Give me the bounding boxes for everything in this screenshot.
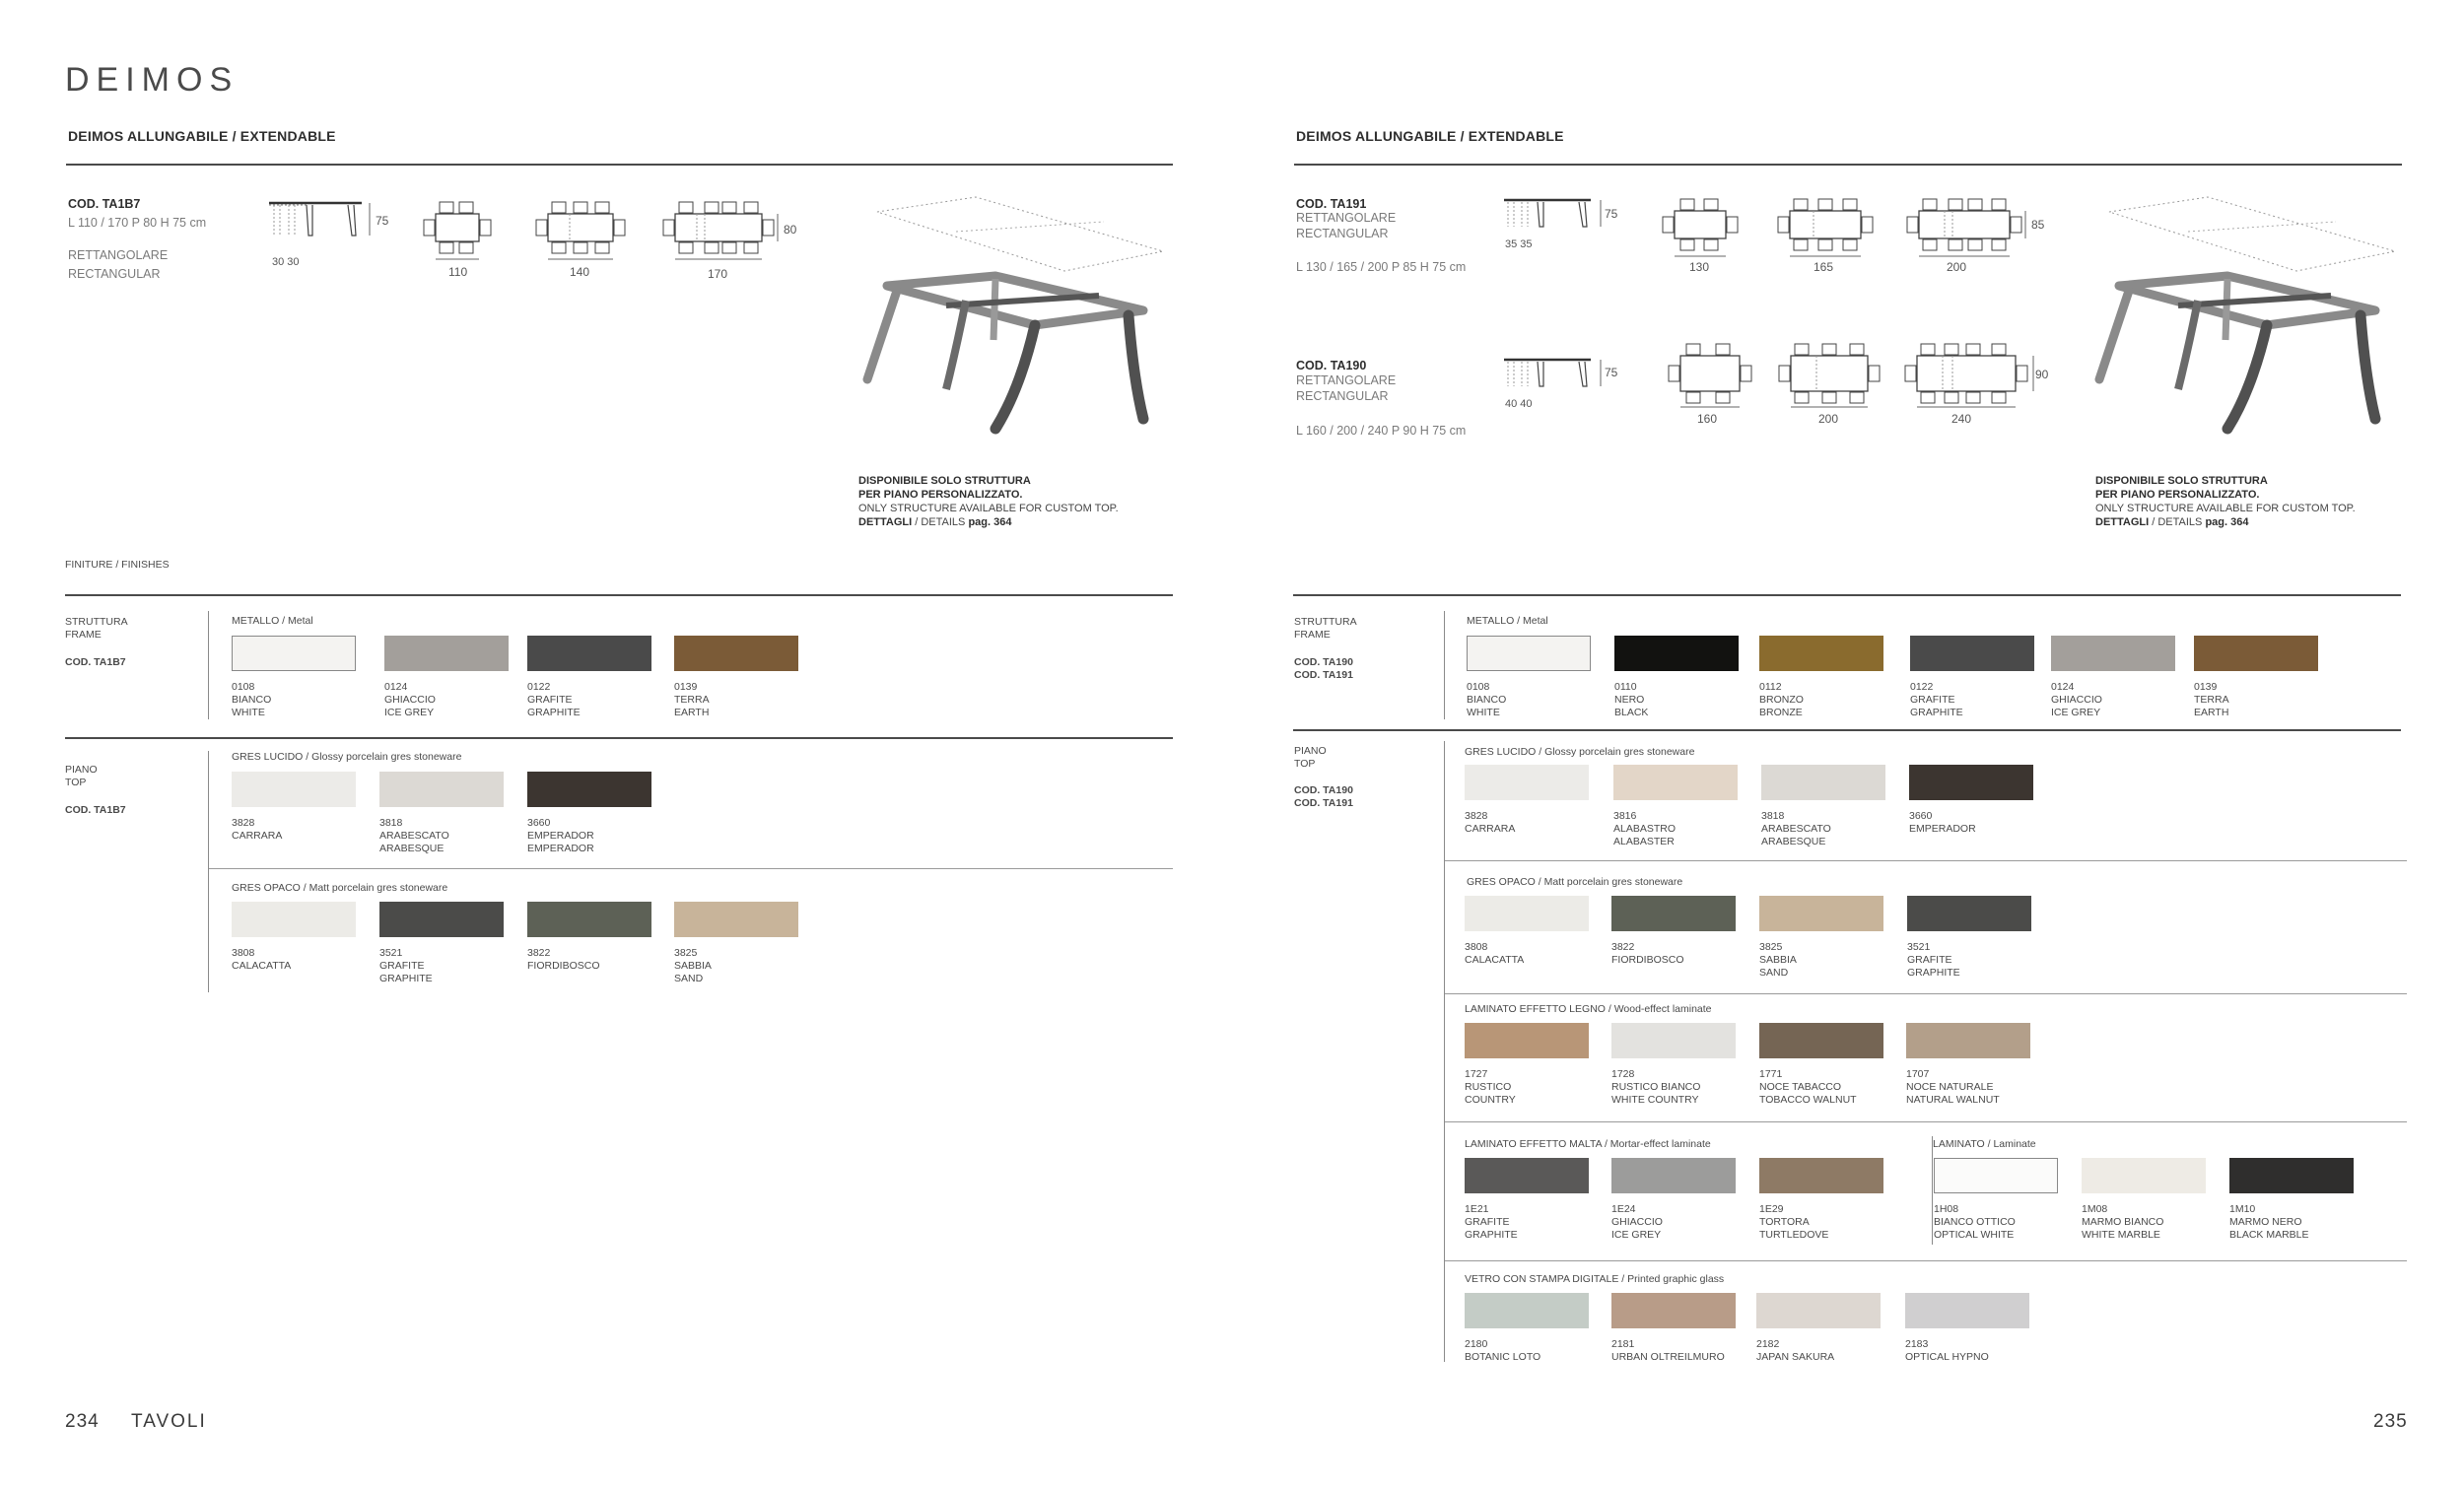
right-note-line1: DISPONIBILE SOLO STRUTTURA [2095,475,2268,487]
right-rule-3 [1445,1121,2407,1122]
finish-swatch[interactable] [1465,1158,1589,1193]
right-note-page-ref[interactable]: pag. 364 [2205,516,2249,528]
finishes-label: FINITURE / FINISHES [65,559,170,571]
finish-name-it: GRAFITE [527,694,573,706]
finish-code: 2182 [1756,1338,1780,1350]
finish-caption [1465,1068,1612,1107]
finish-swatch[interactable] [1906,1023,2030,1058]
finish-name-it: GRAFITE [1907,954,1952,966]
finish-swatch[interactable] [379,772,504,807]
finish-swatch[interactable] [2229,1158,2354,1193]
finish-swatch[interactable] [232,772,356,807]
finish-caption [674,947,822,985]
finish-name-it: SABBIA [674,960,712,972]
finish-caption [1465,941,1612,967]
finish-code: 3660 [1909,810,1933,822]
finish-swatch[interactable] [2051,636,2175,671]
footer-section: TAVOLI [131,1411,207,1432]
finish-name-en: COUNTRY [1465,1094,1516,1106]
finish-swatch[interactable] [1759,896,1883,931]
left-top-rule [65,737,1173,739]
left-leg-dims: 30 30 [272,256,300,268]
finish-name-en: EARTH [674,707,710,718]
right-product2-height-dim: 75 [1605,366,1618,379]
finish-name-en: OPTICAL WHITE [1934,1229,2015,1241]
finish-name-en: GRAPHITE [1465,1229,1518,1241]
finish-caption [1934,1203,2082,1242]
finish-swatch[interactable] [1759,636,1883,671]
finish-swatch[interactable] [232,902,356,937]
finish-caption [1611,941,1759,967]
finish-name-it: GHIACCIO [1611,1216,1663,1228]
finish-name-it: CARRARA [1465,823,1516,835]
finish-code: 0139 [2194,681,2218,693]
brand-title: DEIMOS [65,61,240,99]
finish-swatch[interactable] [1934,1158,2058,1193]
page-number-left: 234 [65,1411,100,1432]
finish-swatch[interactable] [1611,1158,1736,1193]
finish-name-en: GRAPHITE [1910,707,1963,718]
right-product2-depth-dim: 90 [2035,368,2049,381]
finish-name-en: WHITE [1467,707,1500,718]
finish-caption [1467,681,1614,719]
right-product1-height-dim: 75 [1605,207,1618,221]
finish-swatch[interactable] [232,636,356,671]
finish-name-it: MARMO BIANCO [2082,1216,2164,1228]
finish-name-it: TERRA [674,694,710,706]
right-plan-200-drawing [1905,197,2023,252]
finish-caption [1906,1068,2054,1107]
left-frame-code: COD. TA1B7 [65,656,126,668]
left-plan-170-drawing [661,200,776,255]
finish-caption [379,947,527,985]
finish-name-it: ARABESCATO [1761,823,1831,835]
finish-swatch[interactable] [1611,1023,1736,1058]
finish-code: 3818 [1761,810,1785,822]
finish-name-it: BOTANIC LOTO [1465,1351,1541,1363]
finish-code: 3825 [1759,941,1783,953]
finish-name-en: WHITE COUNTRY [1611,1094,1699,1106]
left-product-size: L 110 / 170 P 80 H 75 cm [68,216,207,230]
finish-name-it: GRAFITE [379,960,425,972]
finish-caption [1761,810,1909,848]
finish-name-it: CALACATTA [232,960,292,972]
right-rule-2 [1445,993,2407,994]
finish-name-it: MARMO NERO [2229,1216,2302,1228]
left-title-rule [66,164,1173,166]
right-top-code-1: COD. TA190 [1294,784,1353,796]
right-product2-leg-dims: 40 40 [1505,398,1533,410]
finish-name-it: RUSTICO BIANCO [1611,1081,1701,1093]
right-frame-divider [1444,611,1445,719]
right-product1-shape-it: RETTANGOLARE [1296,211,1397,225]
right-plan-165-drawing [1776,197,1875,252]
finish-swatch[interactable] [1465,765,1589,800]
right-product1-leg-dims: 35 35 [1505,238,1533,250]
right-rule-4 [1445,1260,2407,1261]
right-frame-group: METALLO / Metal [1467,615,1548,627]
finish-caption [2082,1203,2229,1242]
finish-caption [1613,810,1761,848]
left-finishes-rule [65,594,1173,596]
finish-swatch[interactable] [1910,636,2034,671]
right-note-details: DETTAGLI [2095,516,2150,528]
finish-code: 0124 [2051,681,2075,693]
right-length-240: 240 [1951,412,1972,426]
finish-name-it: BIANCO [232,694,272,706]
left-shape-it: RETTANGOLARE [68,248,169,262]
finish-caption [232,817,379,843]
finish-caption [1905,1338,2053,1364]
left-note-line1: DISPONIBILE SOLO STRUTTURA [858,475,1031,487]
finish-name-en: SAND [674,973,704,984]
left-note-details: DETTAGLI [858,516,913,528]
finish-code: 3825 [674,947,698,959]
left-note-page-ref[interactable]: pag. 364 [968,516,1012,528]
left-frame-divider [208,611,209,719]
right-length-165: 165 [1814,260,1834,274]
finish-swatch[interactable] [1613,765,1738,800]
finish-caption [1465,1203,1612,1242]
right-length-200b: 200 [1818,412,1839,426]
left-top-label-it: PIANO [65,764,98,776]
right-title-rule [1294,164,2402,166]
finish-swatch[interactable] [379,902,504,937]
finish-name-it: TERRA [2194,694,2229,706]
finish-swatch[interactable] [527,772,651,807]
right-top-label-it: PIANO [1294,745,1327,757]
right-rule-1 [1445,860,2407,861]
finish-caption [232,681,379,719]
right-top-divider [1444,741,1445,1362]
right-product2-code: COD. TA190 [1296,359,1367,372]
left-product-code: COD. TA1B7 [68,197,141,211]
finish-name-it: GRAFITE [1465,1216,1510,1228]
finish-code: 1707 [1906,1068,1930,1080]
finish-code: 3660 [527,817,551,829]
finish-name-en: WHITE MARBLE [2082,1229,2160,1241]
right-finishes-rule [1293,594,2401,596]
finish-name-it: ARABESCATO [379,830,449,842]
finish-name-it: GRAFITE [1910,694,1955,706]
right-note-details-en: / DETAILS [2149,516,2206,528]
finish-name-en: WHITE [232,707,265,718]
finish-swatch[interactable] [1909,765,2033,800]
finish-swatch[interactable] [674,902,798,937]
right-structure-note [2095,474,2391,529]
finish-code: 1E21 [1465,1203,1489,1215]
left-plan-110-drawing [422,200,493,255]
left-note-line2: PER PIANO PERSONALIZZATO. [858,489,1023,501]
right-plan-240-drawing [1903,342,2029,407]
finish-code: 1E29 [1759,1203,1784,1215]
right-frame-code-1: COD. TA190 [1294,656,1353,668]
finish-code: 3818 [379,817,403,829]
right-product2-size: L 160 / 200 / 240 P 90 H 75 cm [1296,424,1467,438]
finish-swatch[interactable] [1761,765,1885,800]
finish-code: 0139 [674,681,698,693]
finish-caption [1611,1338,1759,1364]
right-frame-label-it: STRUTTURA [1294,616,1357,628]
finish-name-en: BRONZE [1759,707,1803,718]
finish-name-it: NERO [1614,694,1645,706]
right-top-code-2: COD. TA191 [1294,797,1353,809]
right-product1-depth-dim: 85 [2031,218,2045,232]
finish-name-it: CARRARA [232,830,283,842]
finish-code: 3822 [1611,941,1635,953]
finish-swatch[interactable] [2082,1158,2206,1193]
finish-code: 1M10 [2229,1203,2256,1215]
right-product1-code: COD. TA191 [1296,197,1367,211]
finish-name-it: BRONZO [1759,694,1804,706]
finish-code: 0108 [1467,681,1490,693]
finish-swatch[interactable] [1611,1293,1736,1328]
finish-caption [379,817,527,855]
finish-name-it: CALACATTA [1465,954,1525,966]
finish-name-en: EARTH [2194,707,2229,718]
finish-code: 3521 [1907,941,1931,953]
finish-name-it: JAPAN SAKURA [1756,1351,1835,1363]
finish-caption [1756,1338,1904,1364]
right-section-title: DEIMOS ALLUNGABILE / EXTENDABLE [1296,128,1564,144]
finish-code: 1728 [1611,1068,1635,1080]
left-top-label-en: TOP [65,777,87,788]
finish-caption [1465,1338,1612,1364]
right-top-label-en: TOP [1294,758,1316,770]
right-top-rule [1293,729,2401,731]
left-length-140: 140 [570,265,590,279]
left-structure-note [858,474,1184,529]
finish-name-it: OPTICAL HYPNO [1905,1351,1989,1363]
finish-swatch[interactable] [1465,896,1589,931]
right-frame-code-2: COD. TA191 [1294,669,1353,681]
finish-swatch[interactable] [1465,1023,1589,1058]
finish-code: 1M08 [2082,1203,2108,1215]
finish-caption [2194,681,2342,719]
finish-name-it: BIANCO OTTICO [1934,1216,2016,1228]
left-length-170: 170 [708,267,728,281]
right-matt-group: GRES OPACO / Matt porcelain gres stoneware [1467,876,1683,888]
finish-name-it: NOCE TABACCO [1759,1081,1842,1093]
finish-caption [1910,681,2058,719]
left-frame-label-en: FRAME [65,629,102,641]
finish-name-en: GRAPHITE [527,707,581,718]
right-length-160: 160 [1697,412,1718,426]
left-section-title: DEIMOS ALLUNGABILE / EXTENDABLE [68,128,336,144]
finish-name-en: BLACK MARBLE [2229,1229,2309,1241]
finish-caption [1611,1068,1759,1107]
finish-swatch[interactable] [1905,1293,2029,1328]
left-plan-140-drawing [534,200,627,255]
right-product1-shape-en: RECTANGULAR [1296,227,1389,240]
finish-caption [232,947,379,973]
right-glossy-group: GRES LUCIDO / Glossy porcelain gres stoneware [1465,746,1695,758]
right-plan-130-drawing [1661,197,1740,252]
finish-caption [1611,1203,1759,1242]
finish-caption [1907,941,2055,980]
finish-caption [527,817,675,855]
finish-name-it: GHIACCIO [2051,694,2102,706]
finish-caption [1759,1203,1907,1242]
right-product2-shape-en: RECTANGULAR [1296,389,1389,403]
left-note-details-en: / DETAILS [912,516,969,528]
left-glossy-matt-rule [209,868,1173,869]
finish-code: 0108 [232,681,255,693]
finish-caption [1909,810,2057,836]
finish-swatch[interactable] [1467,636,1591,671]
finish-name-en: GRAPHITE [379,973,433,984]
finish-name-en: TURTLEDOVE [1759,1229,1829,1241]
right-table-structure-illustration [2080,192,2405,468]
finish-swatch[interactable] [2194,636,2318,671]
page-number-right: 235 [2373,1411,2408,1432]
finish-name-en: ICE GREY [1611,1229,1662,1241]
finish-swatch[interactable] [1759,1158,1883,1193]
left-matt-group: GRES OPACO / Matt porcelain gres stoneware [232,882,448,894]
right-note-line3: ONLY STRUCTURE AVAILABLE FOR CUSTOM TOP. [2095,503,2356,514]
finish-name-it: ALABASTRO [1613,823,1677,835]
finish-caption [1759,681,1907,719]
finish-caption [674,681,822,719]
left-note-line3: ONLY STRUCTURE AVAILABLE FOR CUSTOM TOP. [858,503,1119,514]
finish-caption [2051,681,2199,719]
finish-name-it: SABBIA [1759,954,1797,966]
right-length-130: 130 [1689,260,1710,274]
finish-name-en: ICE GREY [2051,707,2101,718]
left-table-structure-illustration [848,192,1173,468]
finish-caption [384,681,532,719]
right-mortar-group: LAMINATO EFFETTO MALTA / Mortar-effect laminate [1465,1138,1711,1150]
left-frame-group: METALLO / Metal [232,615,313,627]
finish-name-en: SAND [1759,967,1789,979]
right-plan-200b-drawing [1777,342,1882,407]
finish-name-it: EMPERADOR [527,830,594,842]
finish-swatch[interactable] [1614,636,1739,671]
finish-code: 3521 [379,947,403,959]
finish-swatch[interactable] [674,636,798,671]
finish-swatch[interactable] [384,636,509,671]
left-top-divider [208,751,209,992]
right-product2-shape-it: RETTANGOLARE [1296,373,1397,387]
finish-name-en: BLACK [1614,707,1649,718]
finish-caption [1759,941,1907,980]
finish-caption [527,947,675,973]
finish-code: 3828 [232,817,255,829]
finish-code: 0112 [1759,681,1782,693]
finish-name-en: ALABASTER [1613,836,1675,847]
finish-code: 1771 [1759,1068,1783,1080]
finish-code: 3822 [527,947,551,959]
finish-caption [527,681,675,719]
finish-name-en: ARABESQUE [1761,836,1826,847]
right-laminate-divider [1932,1136,1933,1245]
finish-code: 0122 [1910,681,1934,693]
finish-swatch[interactable] [1756,1293,1881,1328]
finish-code: 1E24 [1611,1203,1636,1215]
right-note-line2: PER PIANO PERSONALIZZATO. [2095,489,2260,501]
finish-swatch[interactable] [1465,1293,1589,1328]
finish-name-en: ICE GREY [384,707,435,718]
left-depth-dim: 80 [784,223,797,237]
finish-caption [1465,810,1612,836]
right-plan-160-drawing [1667,342,1753,407]
finish-name-it: NOCE NATURALE [1906,1081,1994,1093]
finish-name-en: NATURAL WALNUT [1906,1094,2000,1106]
finish-code: 2183 [1905,1338,1929,1350]
right-product1-side-elevation [1504,197,1612,240]
finish-name-it: FIORDIBOSCO [527,960,600,972]
finish-caption [1759,1068,1907,1107]
right-glass-group: VETRO CON STAMPA DIGITALE / Printed graphic glass [1465,1273,1725,1285]
finish-name-it: RUSTICO [1465,1081,1512,1093]
finish-name-it: URBAN OLTREILMURO [1611,1351,1725,1363]
finish-code: 3828 [1465,810,1488,822]
finish-name-en: ARABESQUE [379,843,445,854]
finish-name-it: TORTORA [1759,1216,1810,1228]
finish-code: 3808 [1465,941,1488,953]
finish-code: 3808 [232,947,255,959]
left-shape-en: RECTANGULAR [68,267,161,281]
right-laminate-group: LAMINATO / Laminate [1933,1138,2036,1150]
finish-name-en: EMPERADOR [527,843,594,854]
finish-swatch[interactable] [1907,896,2031,931]
finish-swatch[interactable] [527,902,651,937]
right-length-200: 200 [1947,260,1967,274]
left-glossy-group: GRES LUCIDO / Glossy porcelain gres stoneware [232,751,462,763]
right-frame-label-en: FRAME [1294,629,1331,641]
finish-code: 3816 [1613,810,1637,822]
finish-name-en: GRAPHITE [1907,967,1960,979]
finish-name-it: BIANCO [1467,694,1507,706]
finish-name-it: FIORDIBOSCO [1611,954,1684,966]
finish-name-en: TOBACCO WALNUT [1759,1094,1857,1106]
finish-code: 0124 [384,681,408,693]
left-top-code: COD. TA1B7 [65,804,126,816]
left-height-dim: 75 [376,214,389,228]
finish-caption [2229,1203,2377,1242]
finish-code: 0110 [1614,681,1637,693]
right-product1-size: L 130 / 165 / 200 P 85 H 75 cm [1296,260,1467,274]
finish-swatch[interactable] [1611,896,1736,931]
finish-code: 1H08 [1934,1203,1959,1215]
finish-swatch[interactable] [1759,1023,1883,1058]
left-length-110: 110 [448,265,468,279]
finish-swatch[interactable] [527,636,651,671]
finish-code: 1727 [1465,1068,1488,1080]
right-wood-group: LAMINATO EFFETTO LEGNO / Wood-effect laminate [1465,1003,1712,1015]
finish-name-it: GHIACCIO [384,694,436,706]
finish-code: 0122 [527,681,551,693]
finish-code: 2181 [1611,1338,1635,1350]
left-frame-label-it: STRUTTURA [65,616,128,628]
finish-caption [1614,681,1762,719]
finish-name-it: EMPERADOR [1909,823,1976,835]
right-product2-side-elevation [1504,357,1612,400]
left-side-elevation-drawing [269,200,377,249]
finish-code: 2180 [1465,1338,1488,1350]
